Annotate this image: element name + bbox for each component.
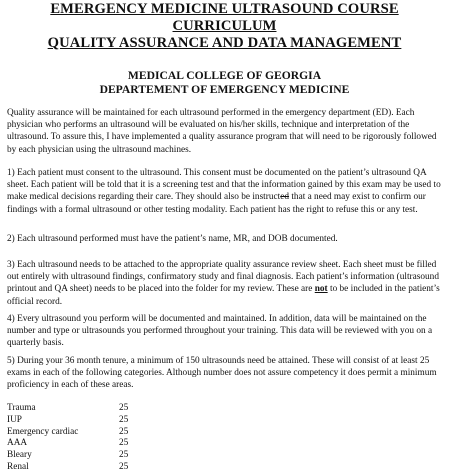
item-3-paragraph: [7, 259, 443, 308]
category-list: [7, 403, 149, 474]
heading-line-2: CURRICULUM: [172, 18, 277, 34]
item-3-text-a: 3) Each ultrasound needs to be attached to the appropriate quality assurance review sheet. Each sheet must be filled out entirely with ultrasound findings, confirmatory study and final diagnosis. Each patient’s information (ultrasound printout and QA sheet) needs to be placed into the folder for my review. These are: [7, 260, 439, 295]
category-row: [7, 415, 149, 427]
item-1-text-b: that a need may exist to confirm our findings with a formal ultrasound or other testing modality. Each patient has the right to refuse this or any test.: [7, 192, 426, 215]
intro-paragraph: Quality assurance will be maintained for each ultrasound performed in the emergency department (ED). Each physician who performs an ultrasound will be evaluated on his/her skills, technique and interpretation of the ultrasound. To assure this, I have implemented a quality assurance program that will need to be rigorously followed by each physician using the ultrasound machines.: [7, 108, 437, 155]
category-name: IUP: [7, 414, 22, 425]
category-count: 25: [119, 450, 129, 461]
category-count: 25: [119, 438, 129, 449]
heading-line-1: EMERGENCY MEDICINE ULTRASOUND COURSE: [50, 1, 399, 17]
item-4-paragraph: 4) Every ultrasound you perform will be documented and maintained. In addition, data will be maintained on the number and type or ultrasounds you performed throughout your training. This data will be reviewed with you on a quarterly basis.: [7, 314, 433, 349]
category-name: Trauma: [7, 403, 36, 413]
institution-heading: [0, 69, 449, 97]
category-row: [7, 450, 149, 462]
item-3-emphasis: not: [314, 284, 328, 295]
institution-name: MEDICAL COLLEGE OF GEORGIA: [127, 69, 322, 82]
item-1-paragraph: [7, 167, 443, 216]
category-name: Emergency cardiac: [7, 426, 79, 437]
category-row: [7, 427, 149, 439]
category-count: 25: [119, 426, 129, 437]
category-count: 25: [119, 414, 129, 425]
item-3-text-b: to be included in the patient’s official record.: [7, 284, 440, 307]
heading-line-3: QUALITY ASSURANCE AND DATA MANAGEMENT: [47, 35, 402, 51]
category-name: Renal: [7, 461, 29, 472]
document-heading: [0, 1, 449, 52]
item-1-text-a: 1) Each patient must consent to the ultrasound. This consent must be documented on the patient’s ultrasound QA sheet. Each patient will be told that it is a screening test and that the information gained by this exam may be used to make medical decisions regarding their care. They should also be instruct: [7, 168, 441, 203]
department-name: DEPARTEMENT OF EMERGENCY MEDICINE: [99, 83, 350, 96]
category-count: 25: [119, 461, 129, 472]
category-row: [7, 462, 149, 474]
category-name: AAA: [7, 438, 28, 449]
category-count: 25: [119, 403, 129, 413]
category-row: [7, 438, 149, 450]
item-2-paragraph: 2) Each ultrasound performed must have the patient’s name, MR, and DOB documented.: [7, 234, 338, 244]
item-1-struck-text: ed: [280, 192, 290, 203]
category-row: [7, 403, 149, 415]
category-name: Bleary: [7, 450, 32, 461]
item-5-paragraph: 5) During your 36 month tenure, a minimum of 150 ultrasounds need be attained. These will consist of at least 25 exams in each of the following categories. Although number does not assure competency it does permit a minimum proficiency in each of these areas.: [7, 356, 437, 391]
